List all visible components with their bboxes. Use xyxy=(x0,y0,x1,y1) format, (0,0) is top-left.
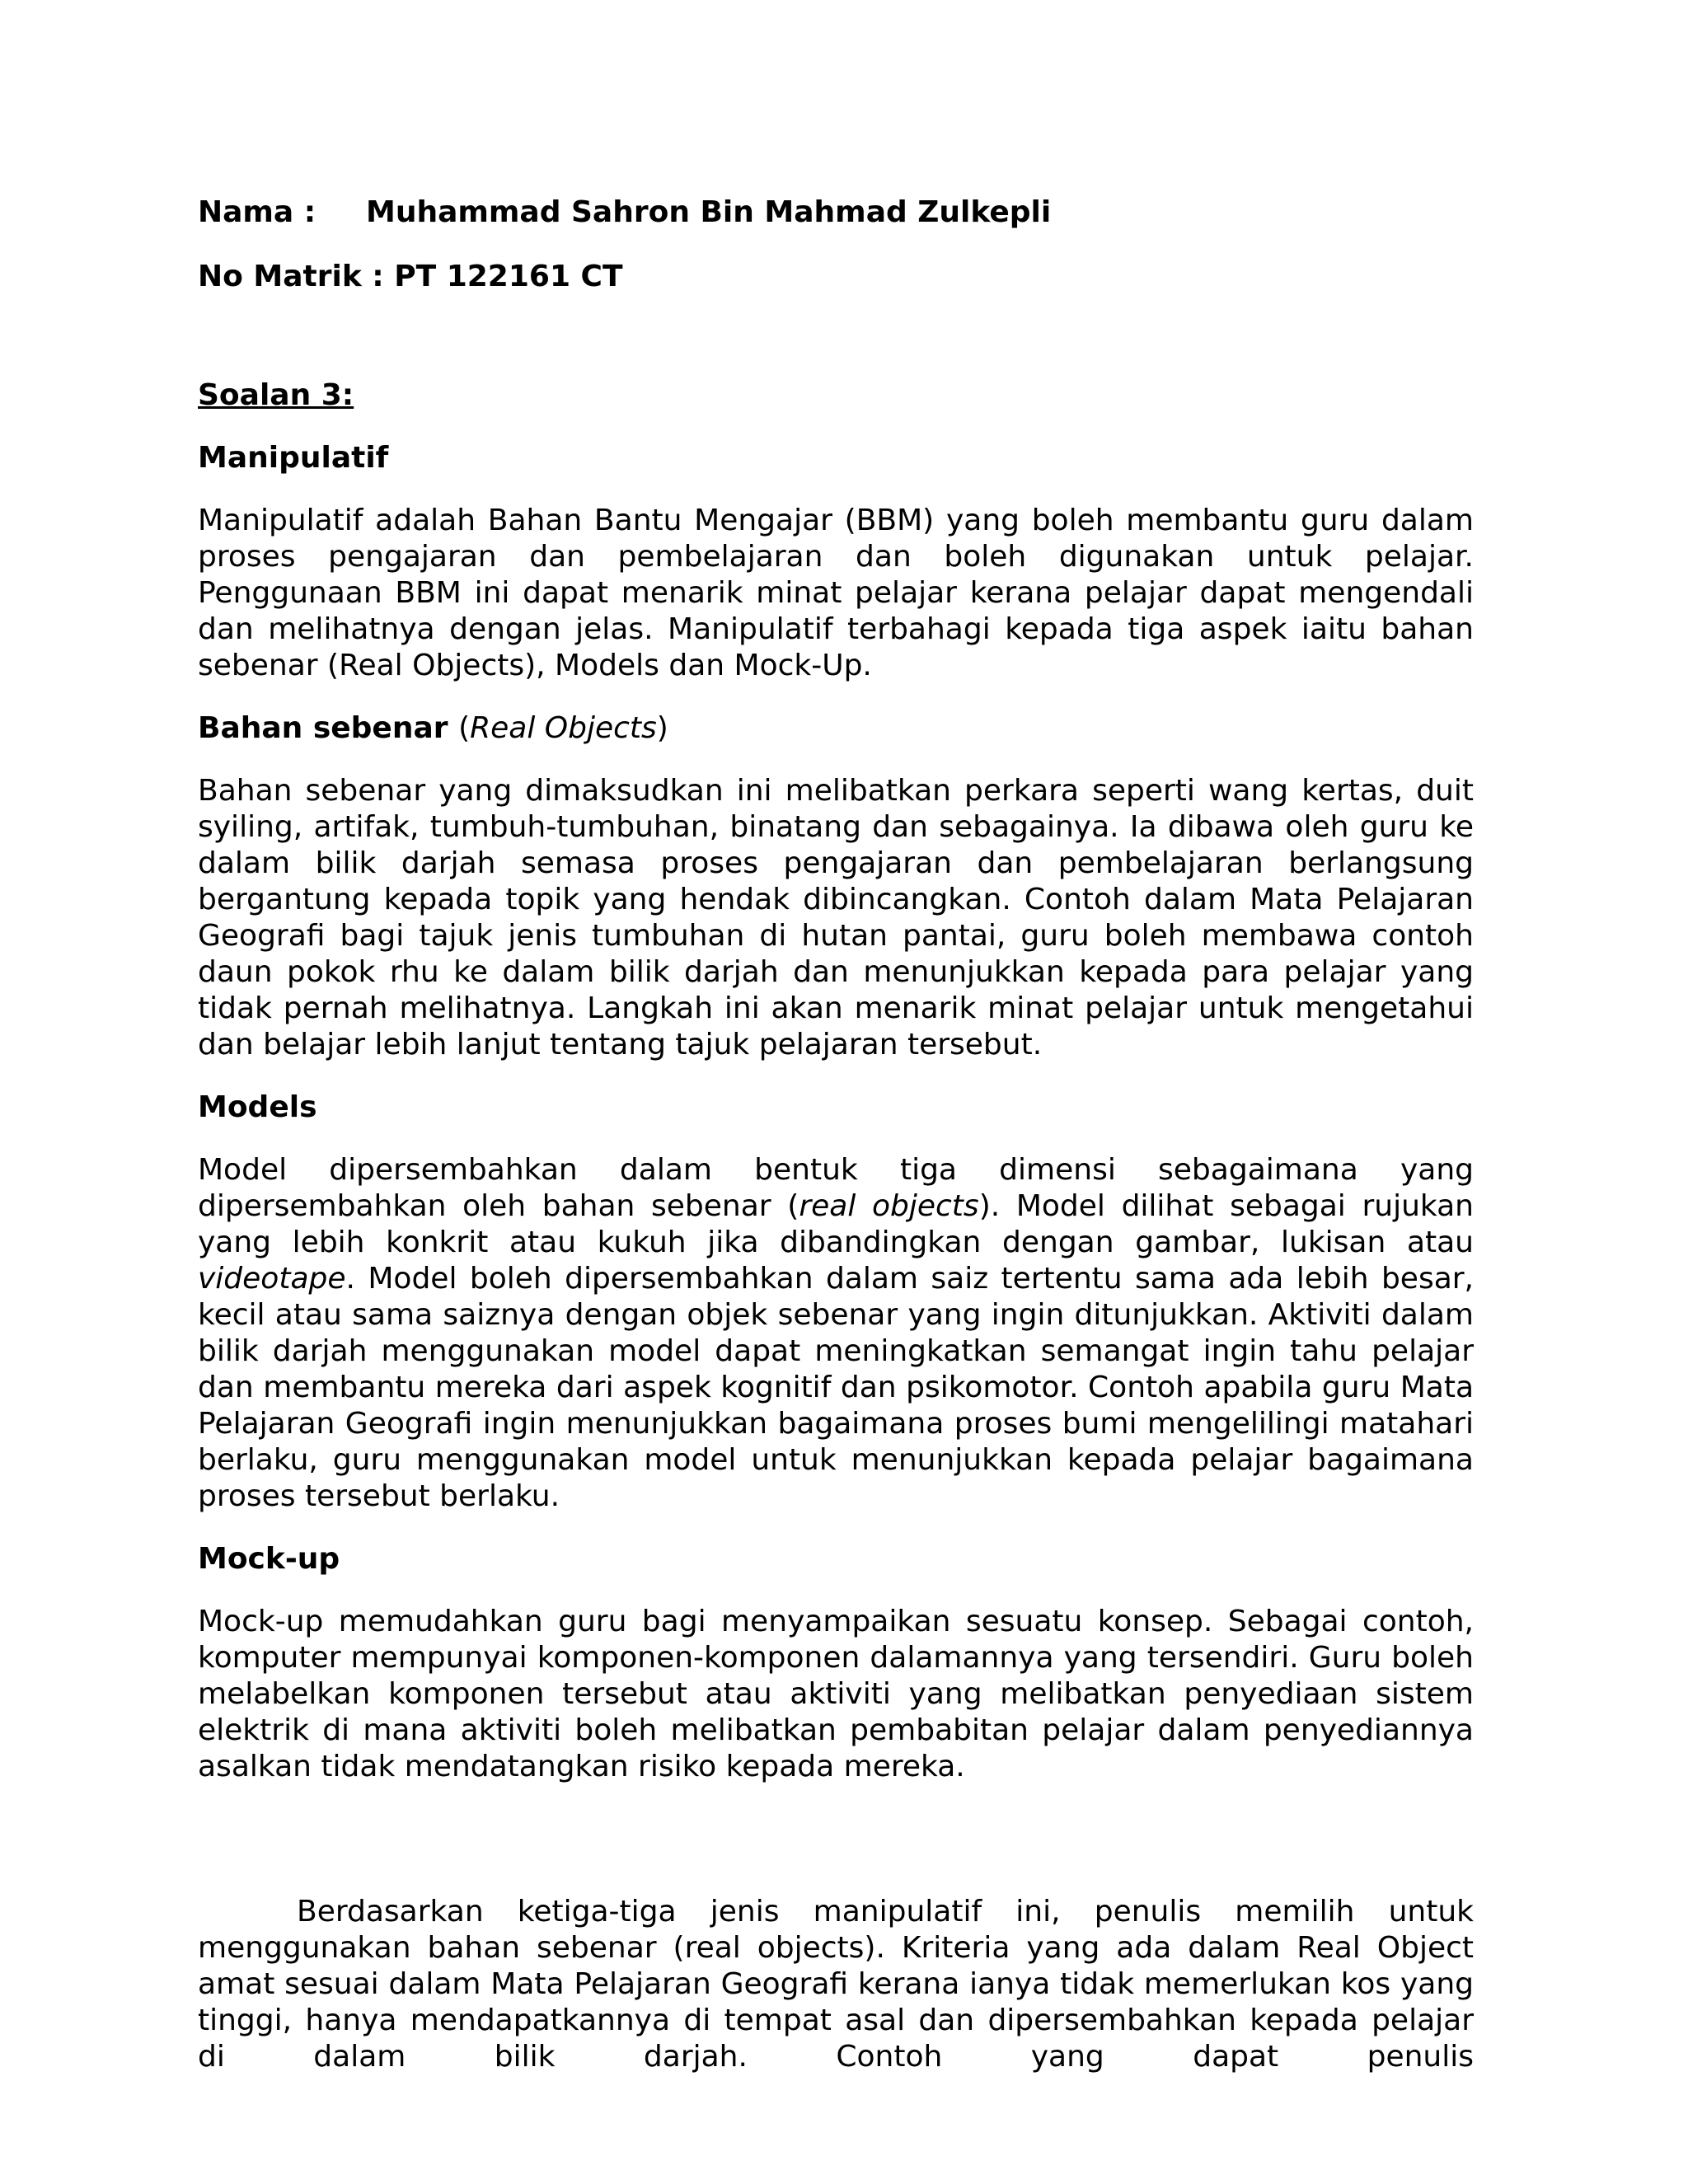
document-content xyxy=(198,194,1474,2102)
heading-models: Models xyxy=(198,1090,317,1124)
nama-line xyxy=(198,194,1474,231)
nama-value: Muhammad Sahron Bin Mahmad Zulkepli xyxy=(366,195,1052,229)
nama-label: Nama : xyxy=(198,195,316,229)
heading-mockup: Mock-up xyxy=(198,1542,340,1576)
heading-bahan-sebenar-close: ) xyxy=(656,711,668,745)
paragraph-mockup: Mock-up memudahkan guru bagi menyampaikan sesuatu konsep. Sebagai contoh, komputer mempunyai komponen-komponen dalamannya yang tersendiri. Guru boleh melabelkan komponen tersebut atau aktiviti yang melibatkan penyediaan sistem elektrik di mana aktiviti boleh melibatkan pembabitan pelajar dalam penyediannya asalkan tidak mendatangkan risiko kepada mereka. xyxy=(198,1605,1474,1783)
models-italic-1: real objects xyxy=(799,1189,979,1223)
matrik-value: PT 122161 CT xyxy=(394,260,623,293)
heading-manipulatif: Manipulatif xyxy=(198,441,389,475)
paragraph-bahan-sebenar: Bahan sebenar yang dimaksudkan ini melibatkan perkara seperti wang kertas, duit syiling, artifak, tumbuh-tumbuhan, binatang dan sebagainya. Ia dibawa oleh guru ke dalam bilik darjah semasa proses pengajaran dan pembelajaran berlangsung bergantung kepada topik yang hendak dibincangkan. Contoh dalam Mata Pelajaran Geografi bagi tajuk jenis tumbuhan di hutan pantai, guru boleh membawa contoh daun pokok rhu ke dalam bilik darjah dan menunjukkan kepada para pelajar yang tidak pernah melihatnya. Langkah ini akan menarik minat pelajar untuk mengetahui dan belajar lebih lanjut tentang tajuk pelajaran tersebut. xyxy=(198,774,1474,1062)
models-text-2: ). Model dilihat sebagai rujukan yang lebih konkrit atau kukuh jika dibandingkan dengan gambar, lukisan atau xyxy=(198,1189,1474,1259)
heading-bahan-sebenar-open: ( xyxy=(458,711,471,745)
heading-bahan-sebenar xyxy=(198,710,1474,747)
heading-bahan-sebenar-bold: Bahan sebenar xyxy=(198,711,448,745)
matrik-label: No Matrik : xyxy=(198,260,384,293)
paragraph-manipulatif: Manipulatif adalah Bahan Bantu Mengajar (BBM) yang boleh membantu guru dalam proses pengajaran dan pembelajaran dan boleh digunakan untuk pelajar. Penggunaan BBM ini dapat menarik minat pelajar kerana pelajar dapat mengendali dan melihatnya dengan jelas. Manipulatif terbahagi kepada tiga aspek iaitu bahan sebenar (Real Objects), Models dan Mock-Up. xyxy=(198,504,1474,682)
models-italic-2: videotape xyxy=(198,1262,346,1296)
heading-bahan-sebenar-italic: Real Objects xyxy=(470,711,657,745)
models-text-3: . Model boleh dipersembahkan dalam saiz tertentu sama ada lebih besar, kecil atau sama saiznya dengan objek sebenar yang ingin ditunjukkan. Aktiviti dalam bilik darjah menggunakan model dapat meningkatkan semangat ingin tahu pelajar dan membantu mereka dari aspek kognitif dan psikomotor. Contoh apabila guru Mata Pelajaran Geografi ingin menunjukkan bagaimana proses bumi mengelilingi matahari berlaku, guru menggunakan model untuk menunjukkan kepada pelajar bagaimana proses tersebut berlaku. xyxy=(198,1262,1474,1513)
matrik-line xyxy=(198,259,1474,295)
question-title: Soalan 3: xyxy=(198,378,354,412)
models-text-1: Model dipersembahkan dalam bentuk tiga dimensi sebagaimana yang dipersembahkan oleh bahan sebenar ( xyxy=(198,1153,1474,1223)
paragraph-models xyxy=(198,1152,1474,1515)
paragraph-conclusion: Berdasarkan ketiga-tiga jenis manipulatif ini, penulis memilih untuk menggunakan bahan sebenar (real objects). Kriteria yang ada dalam Real Object amat sesuai dalam Mata Pelajaran Geografi kerana ianya tidak memerlukan kos yang tinggi, hanya mendapatkannya di tempat asal dan dipersembahkan kepada pelajar di dalam bilik darjah. Contoh yang dapat penulis xyxy=(198,1895,1474,2074)
